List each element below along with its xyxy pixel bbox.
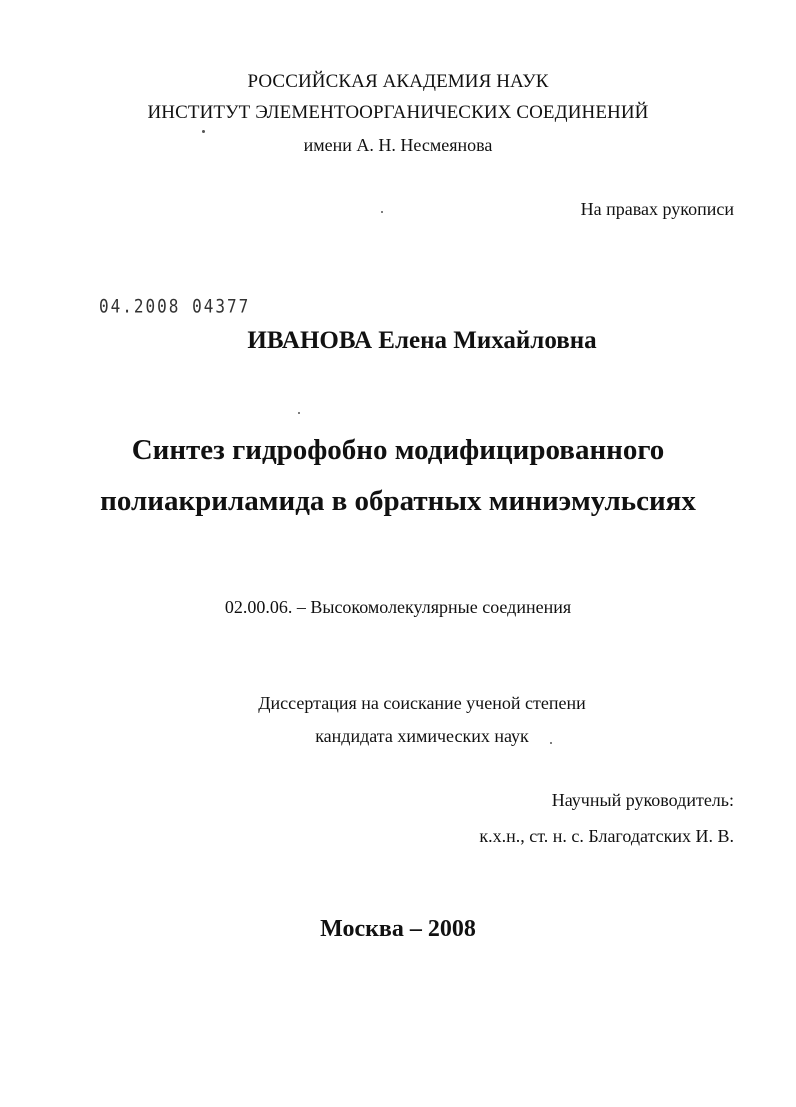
- dissertation-line-2: кандидата химических наук: [315, 726, 529, 746]
- thesis-title-line-1: Синтез гидрофобно модифицированного: [131, 434, 665, 466]
- supervisor-name: к.х.н., ст. н. с. Благодатских И. В.: [479, 826, 734, 846]
- named-after: имени А. Н. Несмеянова: [303, 135, 493, 155]
- dissertation-line-1: Диссертация на соискание ученой степени: [258, 693, 586, 713]
- scan-speck: [381, 211, 383, 213]
- specialty: 02.00.06. – Высокомолекулярные соединения: [224, 597, 572, 617]
- scan-speck: [202, 130, 205, 133]
- place-and-year: Москва – 2008: [320, 916, 476, 942]
- manuscript-note: На правах рукописи: [580, 199, 734, 219]
- library-stamp-number: 04.2008 04377: [99, 295, 251, 317]
- institute-name: ИНСТИТУТ ЭЛЕМЕНТООРГАНИЧЕСКИХ СОЕДИНЕНИЙ: [147, 102, 649, 123]
- author-name: ИВАНОВА Елена Михайловна: [247, 327, 597, 354]
- thesis-title-line-2: полиакриламида в обратных миниэмульсиях: [100, 485, 696, 517]
- supervisor-label: Научный руководитель:: [551, 790, 734, 810]
- scan-speck: [298, 412, 300, 414]
- scan-speck: [550, 742, 552, 744]
- academy-name: РОССИЙСКАЯ АКАДЕМИЯ НАУК: [247, 71, 549, 92]
